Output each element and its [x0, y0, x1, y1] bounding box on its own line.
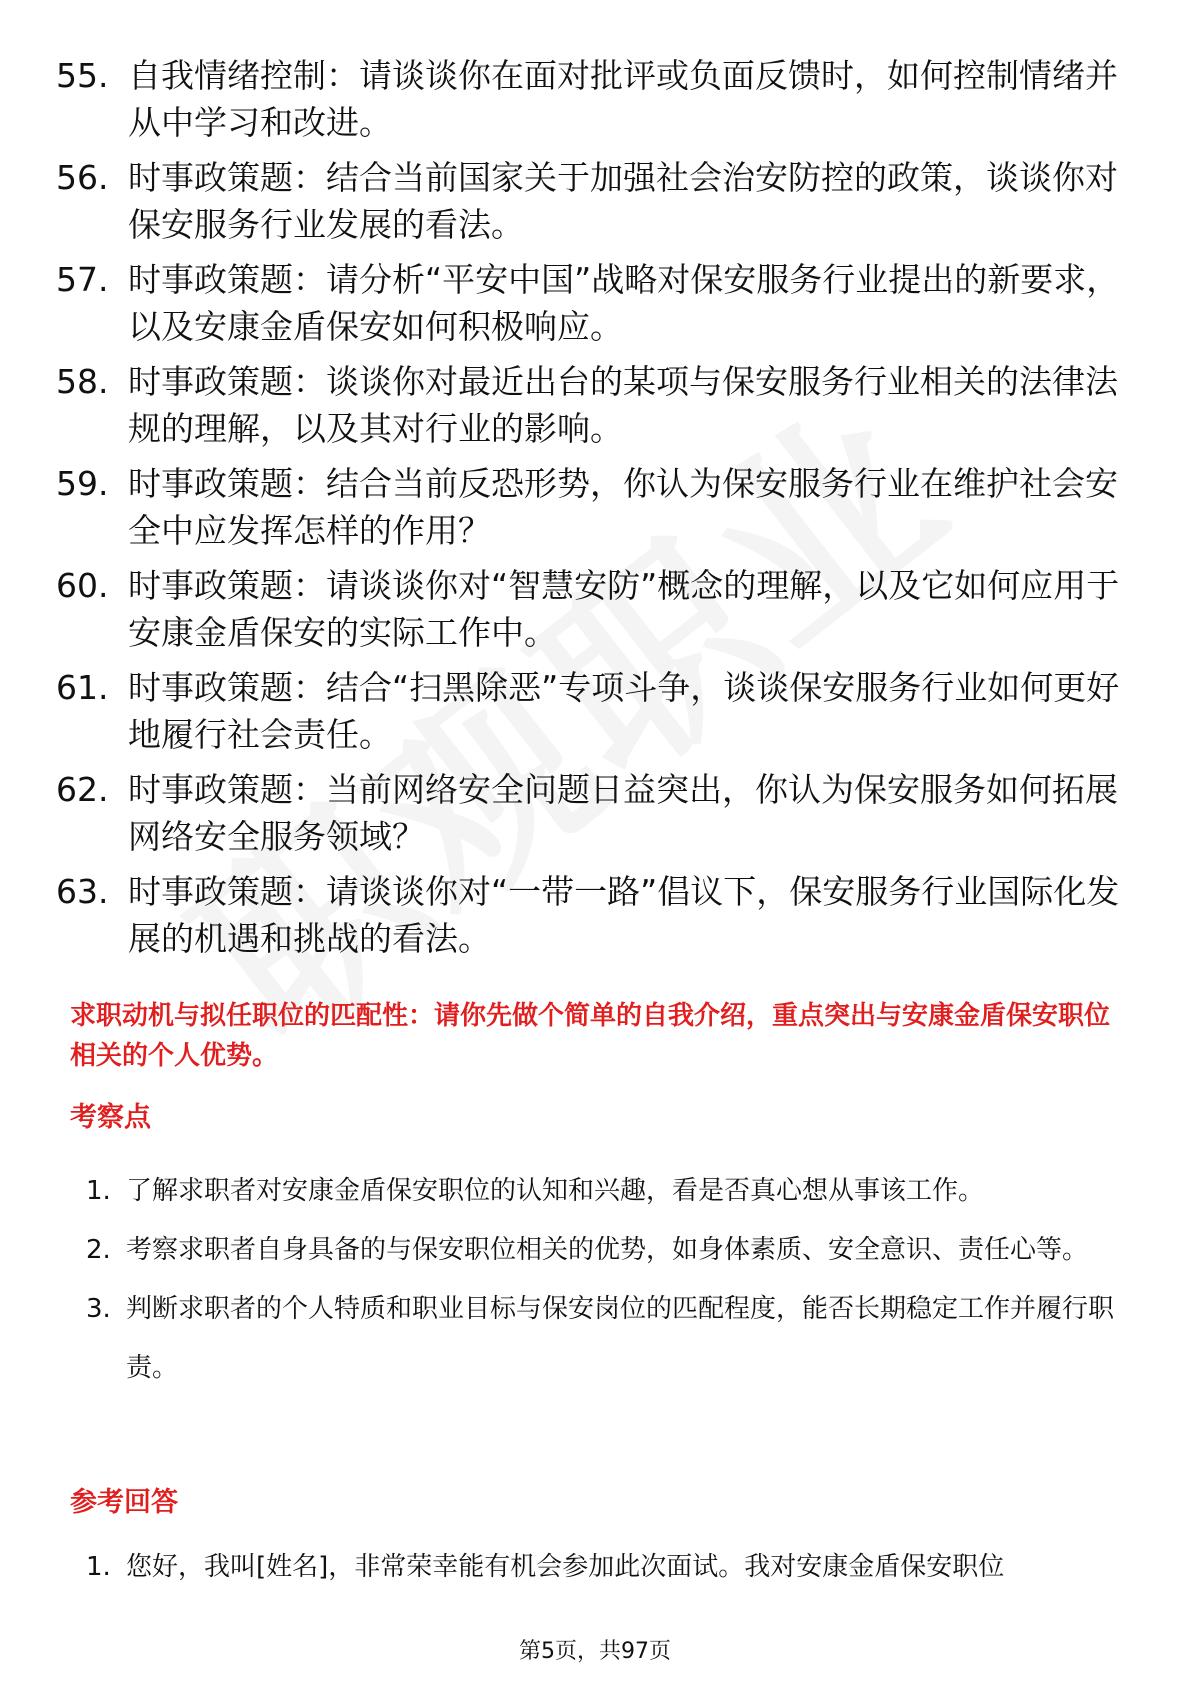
question-text: 时事政策题：结合当前反恐形势，你认为保安服务行业在维护社会安全中应发挥怎样的作用？ — [128, 464, 1118, 550]
list-item-text: 考察求职者自身具备的与保安职位相关的优势，如身体素质、安全意识、责任心等。 — [126, 1235, 1089, 1265]
question-item — [56, 52, 1136, 146]
examination-points-list — [86, 1162, 1136, 1398]
reference-answer-heading: 参考回答 — [70, 1487, 178, 1518]
reference-answer-list — [86, 1538, 1136, 1597]
question-number: 56. — [56, 158, 109, 197]
list-item — [86, 1162, 1136, 1221]
list-item-number: 2. — [86, 1235, 111, 1265]
list-item-number: 1. — [86, 1176, 111, 1206]
question-text: 时事政策题：谈谈你对最近出台的某项与保安服务行业相关的法律法规的理解，以及其对行业的影响。 — [128, 362, 1118, 448]
section-question: 求职动机与拟任职位的匹配性：请你先做个简单的自我介绍，重点突出与安康金盾保安职位相关的个人优势。 — [70, 1001, 1111, 1071]
question-number: 55. — [56, 56, 109, 95]
question-item — [56, 154, 1136, 248]
question-item — [56, 460, 1136, 554]
question-item — [56, 868, 1136, 962]
list-item-text: 判断求职者的个人特质和职业目标与保安岗位的匹配程度，能否长期稳定工作并履行职责。 — [126, 1294, 1115, 1383]
question-text: 自我情绪控制：请谈谈你在面对批评或负面反馈时，如何控制情绪并从中学习和改进。 — [128, 56, 1118, 142]
question-item — [56, 664, 1136, 758]
question-list — [56, 52, 1136, 970]
list-item-text: 了解求职者对安康金盾保安职位的认知和兴趣，看是否真心想从事该工作。 — [126, 1176, 985, 1206]
list-item — [86, 1221, 1136, 1280]
question-item — [56, 562, 1136, 656]
question-number: 62. — [56, 770, 109, 809]
question-number: 61. — [56, 668, 109, 707]
question-item — [56, 256, 1136, 350]
question-item — [56, 358, 1136, 452]
question-number: 58. — [56, 362, 109, 401]
question-text: 时事政策题：当前网络安全问题日益突出，你认为保安服务如何拓展网络安全服务领域？ — [128, 770, 1118, 856]
question-text: 时事政策题：结合“扫黑除恶”专项斗争，谈谈保安服务行业如何更好地履行社会责任。 — [128, 668, 1120, 754]
question-number: 57. — [56, 260, 109, 299]
list-item — [86, 1538, 1136, 1597]
list-item-number: 3. — [86, 1294, 111, 1324]
question-number: 60. — [56, 566, 109, 605]
question-text: 时事政策题：请谈谈你对“一带一路”倡议下，保安服务行业国际化发展的机遇和挑战的看法。 — [128, 872, 1120, 958]
question-number: 59. — [56, 464, 109, 503]
list-item — [86, 1280, 1136, 1398]
question-text: 时事政策题：请分析“平安中国”战略对保安服务行业提出的新要求，以及安康金盾保安如何积极响应。 — [128, 260, 1120, 346]
question-text: 时事政策题：请谈谈你对“智慧安防”概念的理解，以及它如何应用于安康金盾保安的实际工作中。 — [128, 566, 1120, 652]
list-item-number: 1. — [86, 1552, 111, 1582]
examination-points-heading: 考察点 — [70, 1102, 151, 1133]
question-number: 63. — [56, 872, 109, 911]
question-item — [56, 766, 1136, 860]
page-footer: 第5页，共97页 — [519, 1639, 671, 1664]
question-text: 时事政策题：结合当前国家关于加强社会治安防控的政策，谈谈你对保安服务行业发展的看法。 — [128, 158, 1118, 244]
list-item-text: 您好，我叫[姓名]，非常荣幸能有机会参加此次面试。我对安康金盾保安职位 — [126, 1552, 1005, 1582]
